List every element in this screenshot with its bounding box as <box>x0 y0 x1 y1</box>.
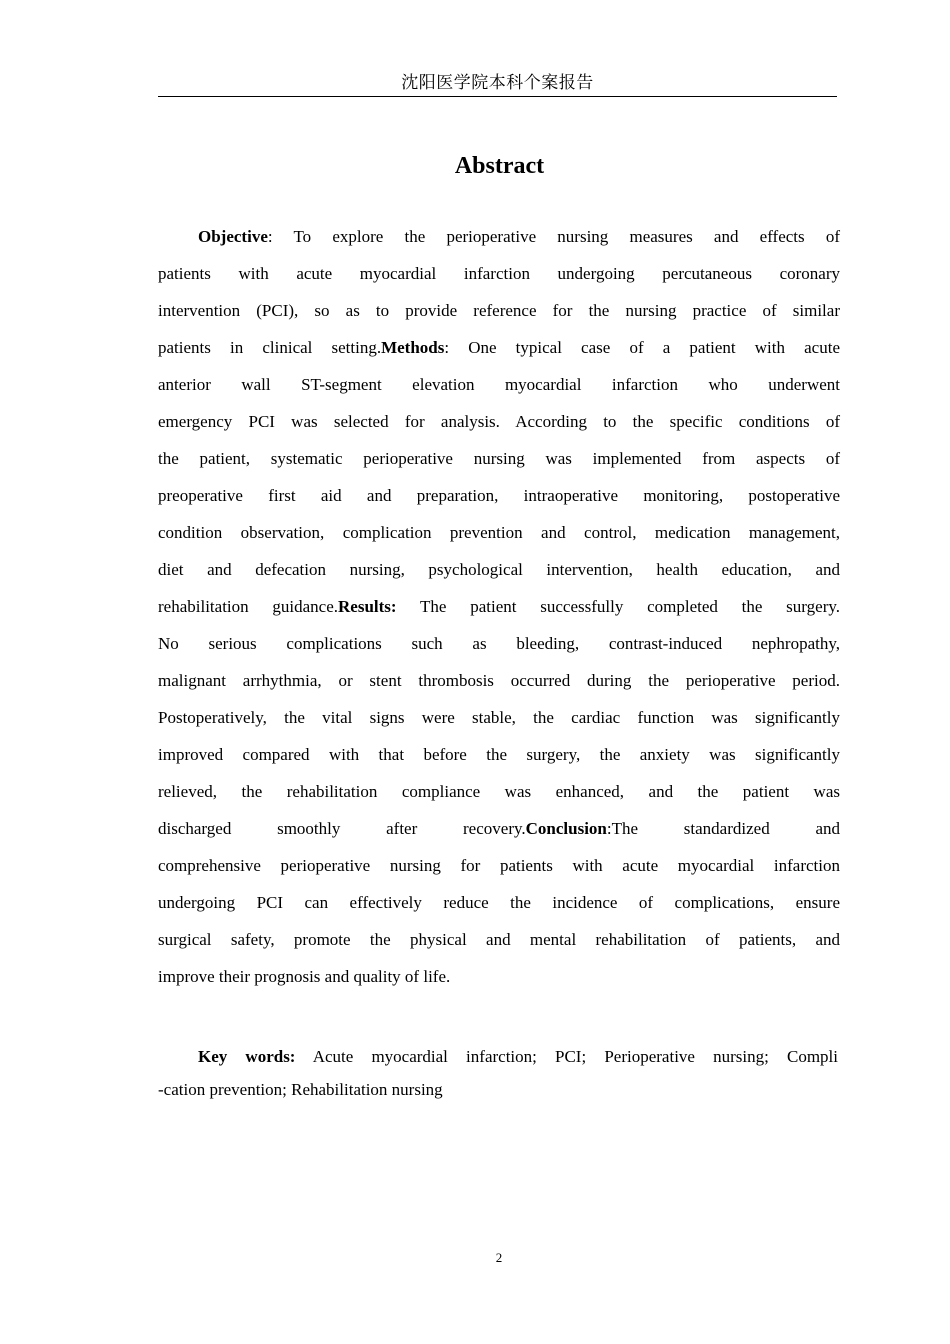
abstract-text: discharged smoothly after recovery. <box>158 819 526 838</box>
abstract-line <box>158 662 840 699</box>
abstract-text: intervention (PCI), so as to provide reference for the nursing practice of similar <box>158 301 840 320</box>
abstract-text: condition observation, complication prevention and control, medication management, <box>158 523 840 542</box>
abstract-text: : One typical case of a patient with acute <box>444 338 840 357</box>
abstract-text: :The standardized and <box>606 819 840 838</box>
abstract-text: The patient successfully completed the surgery. <box>396 597 841 616</box>
keywords-line-1 <box>158 1040 838 1073</box>
section-label: Objective <box>198 227 268 246</box>
abstract-text: improved compared with that before the surgery, the anxiety was significantly <box>158 745 840 764</box>
abstract-line <box>158 847 840 884</box>
abstract-text: comprehensive perioperative nursing for patients with acute myocardial infarction <box>158 856 840 875</box>
abstract-line <box>158 255 840 292</box>
abstract-text: undergoing PCI can effectively reduce the incidence of complications, ensure <box>158 893 840 912</box>
abstract-text: patients in clinical setting. <box>158 338 382 357</box>
abstract-line <box>158 884 840 921</box>
abstract-text: improve their prognosis and quality of life. <box>158 967 451 986</box>
abstract-text: Postoperatively, the vital signs were stable, the cardiac function was significantly <box>158 708 840 727</box>
abstract-line <box>158 921 840 958</box>
section-label: Conclusion <box>525 819 607 838</box>
abstract-text: anterior wall ST-segment elevation myocardial infarction who underwent <box>158 375 840 394</box>
keywords-line-2: -cation prevention; Rehabilitation nursing <box>158 1080 443 1099</box>
abstract-line <box>158 292 840 329</box>
abstract-text: malignant arrhythmia, or stent thrombosis occurred during the perioperative period. <box>158 671 840 690</box>
abstract-line <box>158 588 840 625</box>
abstract-line <box>158 403 840 440</box>
abstract-line <box>158 958 840 995</box>
abstract-line <box>158 736 840 773</box>
abstract-text: emergency PCI was selected for analysis. According to the specific conditions of <box>158 412 840 431</box>
abstract-line <box>158 625 840 662</box>
abstract-text: surgical safety, promote the physical and mental rehabilitation of patients, and <box>158 930 840 949</box>
abstract-line <box>158 810 840 847</box>
keywords-text-1: Acute myocardial infarction; PCI; Perioperative nursing; Compli <box>295 1047 838 1066</box>
section-label: Results: <box>338 597 397 616</box>
abstract-body <box>158 218 840 995</box>
abstract-text: relieved, the rehabilitation compliance was enhanced, and the patient was <box>158 782 840 801</box>
abstract-text: rehabilitation guidance. <box>158 597 339 616</box>
keywords-label: Key words: <box>198 1047 296 1066</box>
abstract-line <box>158 699 840 736</box>
abstract-text: No serious complications such as bleeding, contrast-induced nephropathy, <box>158 634 840 653</box>
page-header: 沈阳医学院本科个案报告 <box>401 73 594 93</box>
header-rule <box>158 96 837 97</box>
abstract-line <box>158 514 840 551</box>
abstract-line <box>158 477 840 514</box>
abstract-line <box>158 366 840 403</box>
abstract-text: the patient, systematic perioperative nursing was implemented from aspects of <box>158 449 840 468</box>
abstract-line <box>158 218 840 255</box>
abstract-text: : To explore the perioperative nursing measures and effects of <box>267 227 840 246</box>
section-label: Methods <box>381 338 445 357</box>
abstract-line <box>158 773 840 810</box>
abstract-text: preoperative first aid and preparation, intraoperative monitoring, postoperative <box>158 486 840 505</box>
abstract-text: patients with acute myocardial infarction undergoing percutaneous coronary <box>158 264 840 283</box>
abstract-line <box>158 329 840 366</box>
abstract-title: Abstract <box>454 153 545 179</box>
keywords-section <box>158 1040 838 1106</box>
abstract-text: diet and defecation nursing, psychological intervention, health education, and <box>158 560 840 579</box>
abstract-line <box>158 551 840 588</box>
page-number: 2 <box>495 1250 503 1265</box>
abstract-line <box>158 440 840 477</box>
